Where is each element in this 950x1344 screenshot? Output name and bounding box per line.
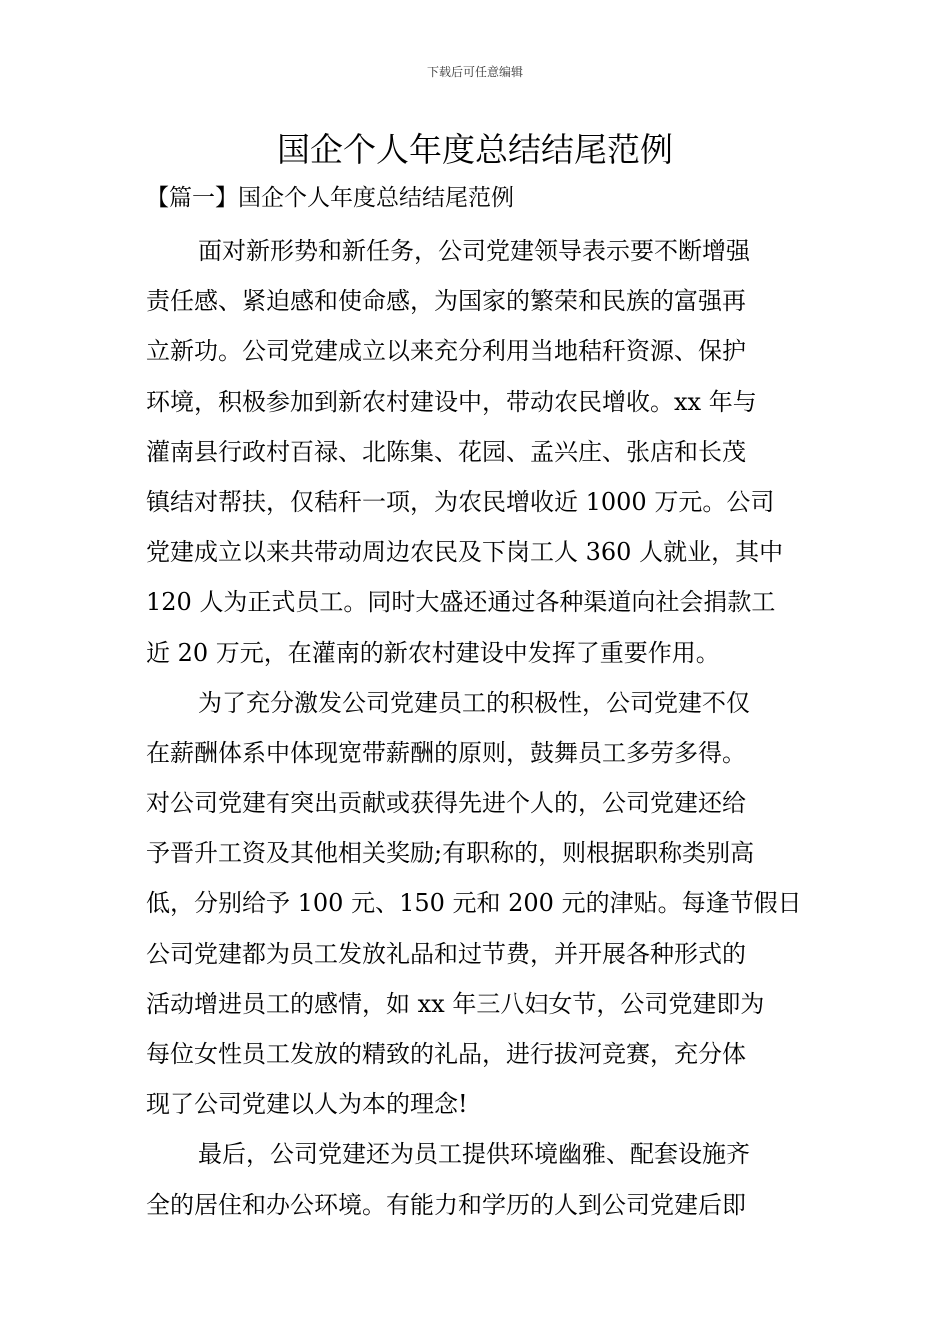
text-line: 党建成立以来共带动周边农民及下岗工人 360 人就业，其中 (146, 538, 784, 567)
text-line: 为了充分激发公司党建员工的积极性，公司党建不仅 (198, 688, 750, 717)
text-line: 每位女性员工发放的精致的礼品，进行拔河竞赛，充分体 (146, 1040, 746, 1068)
text-line: 立新功。公司党建成立以来充分利用当地秸秆资源、保护 (146, 337, 746, 366)
text-line: 公司党建都为员工发放礼品和过节费，并开展各种形式的 (146, 939, 746, 968)
text-line: 灌南县行政村百禄、北陈集、花园、孟兴庄、张店和长茂 (146, 437, 746, 466)
text-line: 现了公司党建以人为本的理念! (146, 1090, 468, 1119)
text-line: 对公司党建有突出贡献或获得先进个人的，公司党建还给 (146, 789, 746, 818)
text-line: 最后，公司党建还为员工提供环境幽雅、配套设施齐 (198, 1140, 750, 1169)
text-line: 环境，积极参加到新农村建设中，带动农民增收。xx 年与 (146, 387, 757, 416)
paragraph-1 (146, 226, 808, 678)
text-line: 全的居住和办公环境。有能力和学历的人到公司党建后即 (146, 1190, 746, 1219)
text-line: 予晋升工资及其他相关奖励;有职称的，则根据职称类别高 (146, 839, 755, 868)
section-heading: 【篇一】国企个人年度总结结尾范例 (146, 185, 514, 211)
text-line: 面对新形势和新任务，公司党建领导表示要不断增强 (198, 237, 750, 265)
header-note: 下载后可任意编辑 (426, 65, 523, 79)
text-line: 在薪酬体系中体现宽带薪酬的原则，鼓舞员工多劳多得。 (146, 738, 746, 767)
text-line: 120 人为正式员工。同时大盛还通过各种渠道向社会捐款工 (146, 588, 776, 617)
text-line: 镇结对帮扶，仅秸秆一项，为农民增收近 1000 万元。公司 (146, 487, 775, 516)
text-line: 责任感、紧迫感和使命感，为国家的繁荣和民族的富强再 (146, 287, 746, 316)
document-title: 国企个人年度总结结尾范例 (277, 130, 673, 169)
paragraph-3 (146, 1129, 808, 1229)
text-line: 近 20 万元，在灌南的新农村建设中发挥了重要作用。 (146, 638, 720, 667)
text-line: 活动增进员工的感情，如 xx 年三八妇女节，公司党建即为 (146, 989, 765, 1018)
body-text (146, 226, 808, 1230)
text-line: 低，分别给予 100 元、150 元和 200 元的津贴。每逢节假日 (146, 889, 802, 918)
paragraph-2 (146, 678, 808, 1130)
